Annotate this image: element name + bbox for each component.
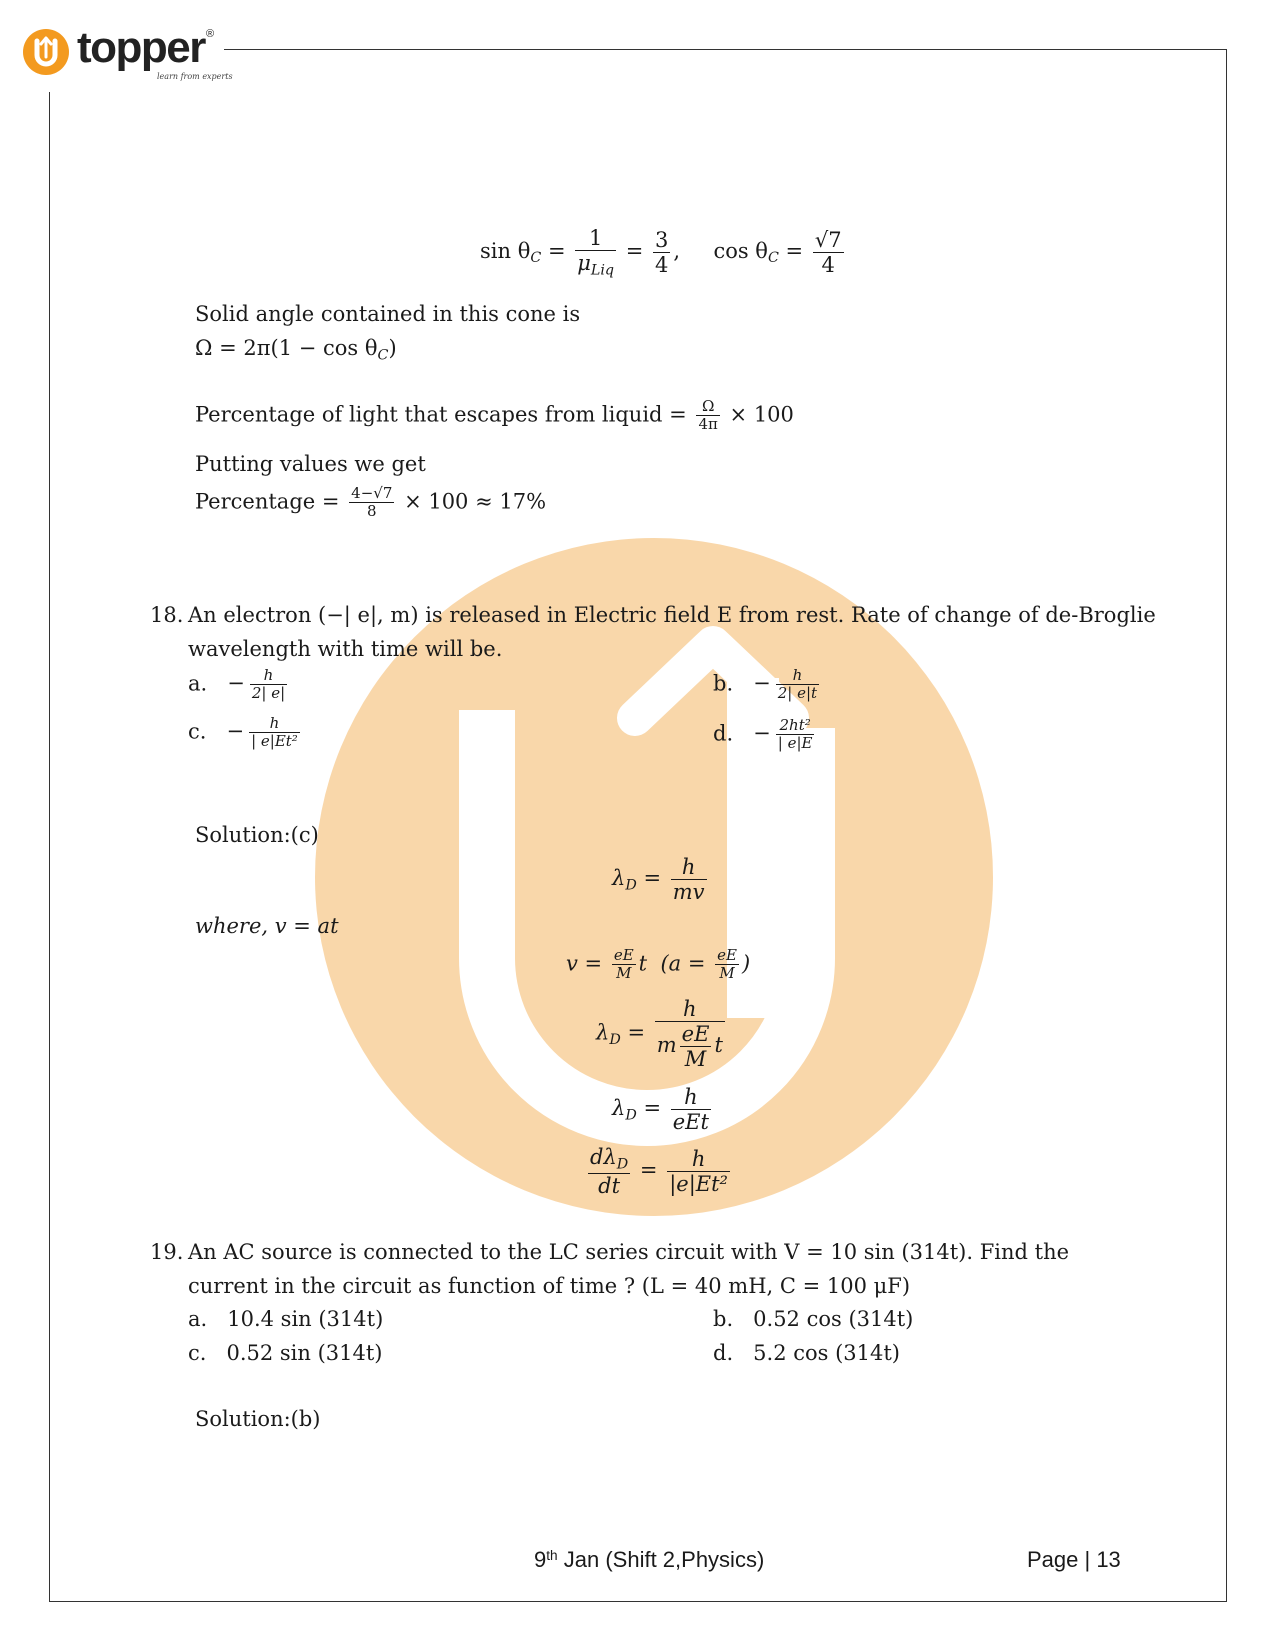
logo-wordmark: topper [77,23,205,72]
q19-option-d: d. 5.2 cos (314t) [713,1341,900,1365]
frame-right-border [1226,49,1227,1602]
q18-step-4: $\lambda_D$ = $\frac{h}{\text{eEt}}$ [612,1085,709,1135]
q18-option-a: a. − $\frac{h}{2| e|}$ [188,666,286,703]
footer-exam-info: 9th Jan (Shift 2,Physics) [534,1547,765,1572]
critical-angle-equation: $\sin \theta_C$ = $\frac{1}{\mu_{Liq}}$ = $\frac{3}{4}$ , $\cos \theta_C$ = $\frac{√7}{4}$ [480,226,842,279]
q18-option-b: b. − $\frac{h}{2| e|t}$ [713,666,818,703]
q18-option-c: c. − $\frac{h}{\text{| e|Et²}}$ [188,714,298,751]
solid-angle-label: Solid angle contained in this cone is [195,302,581,326]
question-18-text-line-1: An electron (−| e|, m) is released in Electric field E from rest. Rate of change of de-Broglie [188,603,1156,627]
question-19-text-line-1: An AC source is connected to the LC series circuit with V = 10 sin (314t). Find the [188,1240,1070,1264]
question-19-number: 19. [150,1240,184,1264]
frame-top-border [224,49,1227,50]
q18-solution-label: Solution:(c) [195,823,319,847]
q19-option-c: c. 0.52 sin (314t) [188,1341,383,1365]
q18-step-1: $\lambda_D$ = $\frac{h}{mv}$ [612,855,705,905]
registered-mark: ® [206,28,215,40]
frame-left-border [49,92,50,1602]
q18-where-text: where, v = at [195,914,339,938]
footer-page-number: Page | 13 [1027,1547,1121,1572]
logo-u-mark-icon [23,29,69,75]
q19-option-a: a. 10.4 sin (314t) [188,1307,384,1331]
putting-values-text: Putting values we get [195,452,426,476]
logo-tagline: learn from experts [157,72,233,81]
frame-bottom-border [49,1601,1227,1602]
solid-angle-formula: $\Omega = 2\pi(1 - \cos \theta_C)$ [195,336,397,364]
topper-logo-icon [23,29,69,75]
q19-solution-label: Solution:(b) [195,1407,321,1431]
q18-step-3: $\lambda_D$ = h m $\frac{eE}{M}$ t [596,997,723,1072]
q18-step-5: $\frac{d\lambda_D}{dt}$ = $\frac{h}{\text{|e|Et²}}$ [590,1145,728,1198]
question-18-text-line-2: wavelength with time will be. [188,637,503,661]
question-19-text-line-2: current in the circuit as function of time ? (L = 40 mH, C = 100 μF) [188,1274,911,1298]
q19-option-b: b. 0.52 cos (314t) [713,1307,914,1331]
q18-step-2: v = $\frac{eE}{M}$ t (a = $\frac{eE}{M}$ ) [566,946,751,983]
percentage-escape-formula: Percentage of light that escapes from liquid = $\frac{\Omega}{4\pi}$ × 100 [195,397,794,434]
percentage-result: Percentage = $\frac{4-√7}{8}$ × 100 ≈ 17% [195,484,547,521]
q18-option-d: d. − $\frac{\text{2ht²}}{| e|E}$ [713,716,813,753]
question-18-number: 18. [150,603,184,627]
